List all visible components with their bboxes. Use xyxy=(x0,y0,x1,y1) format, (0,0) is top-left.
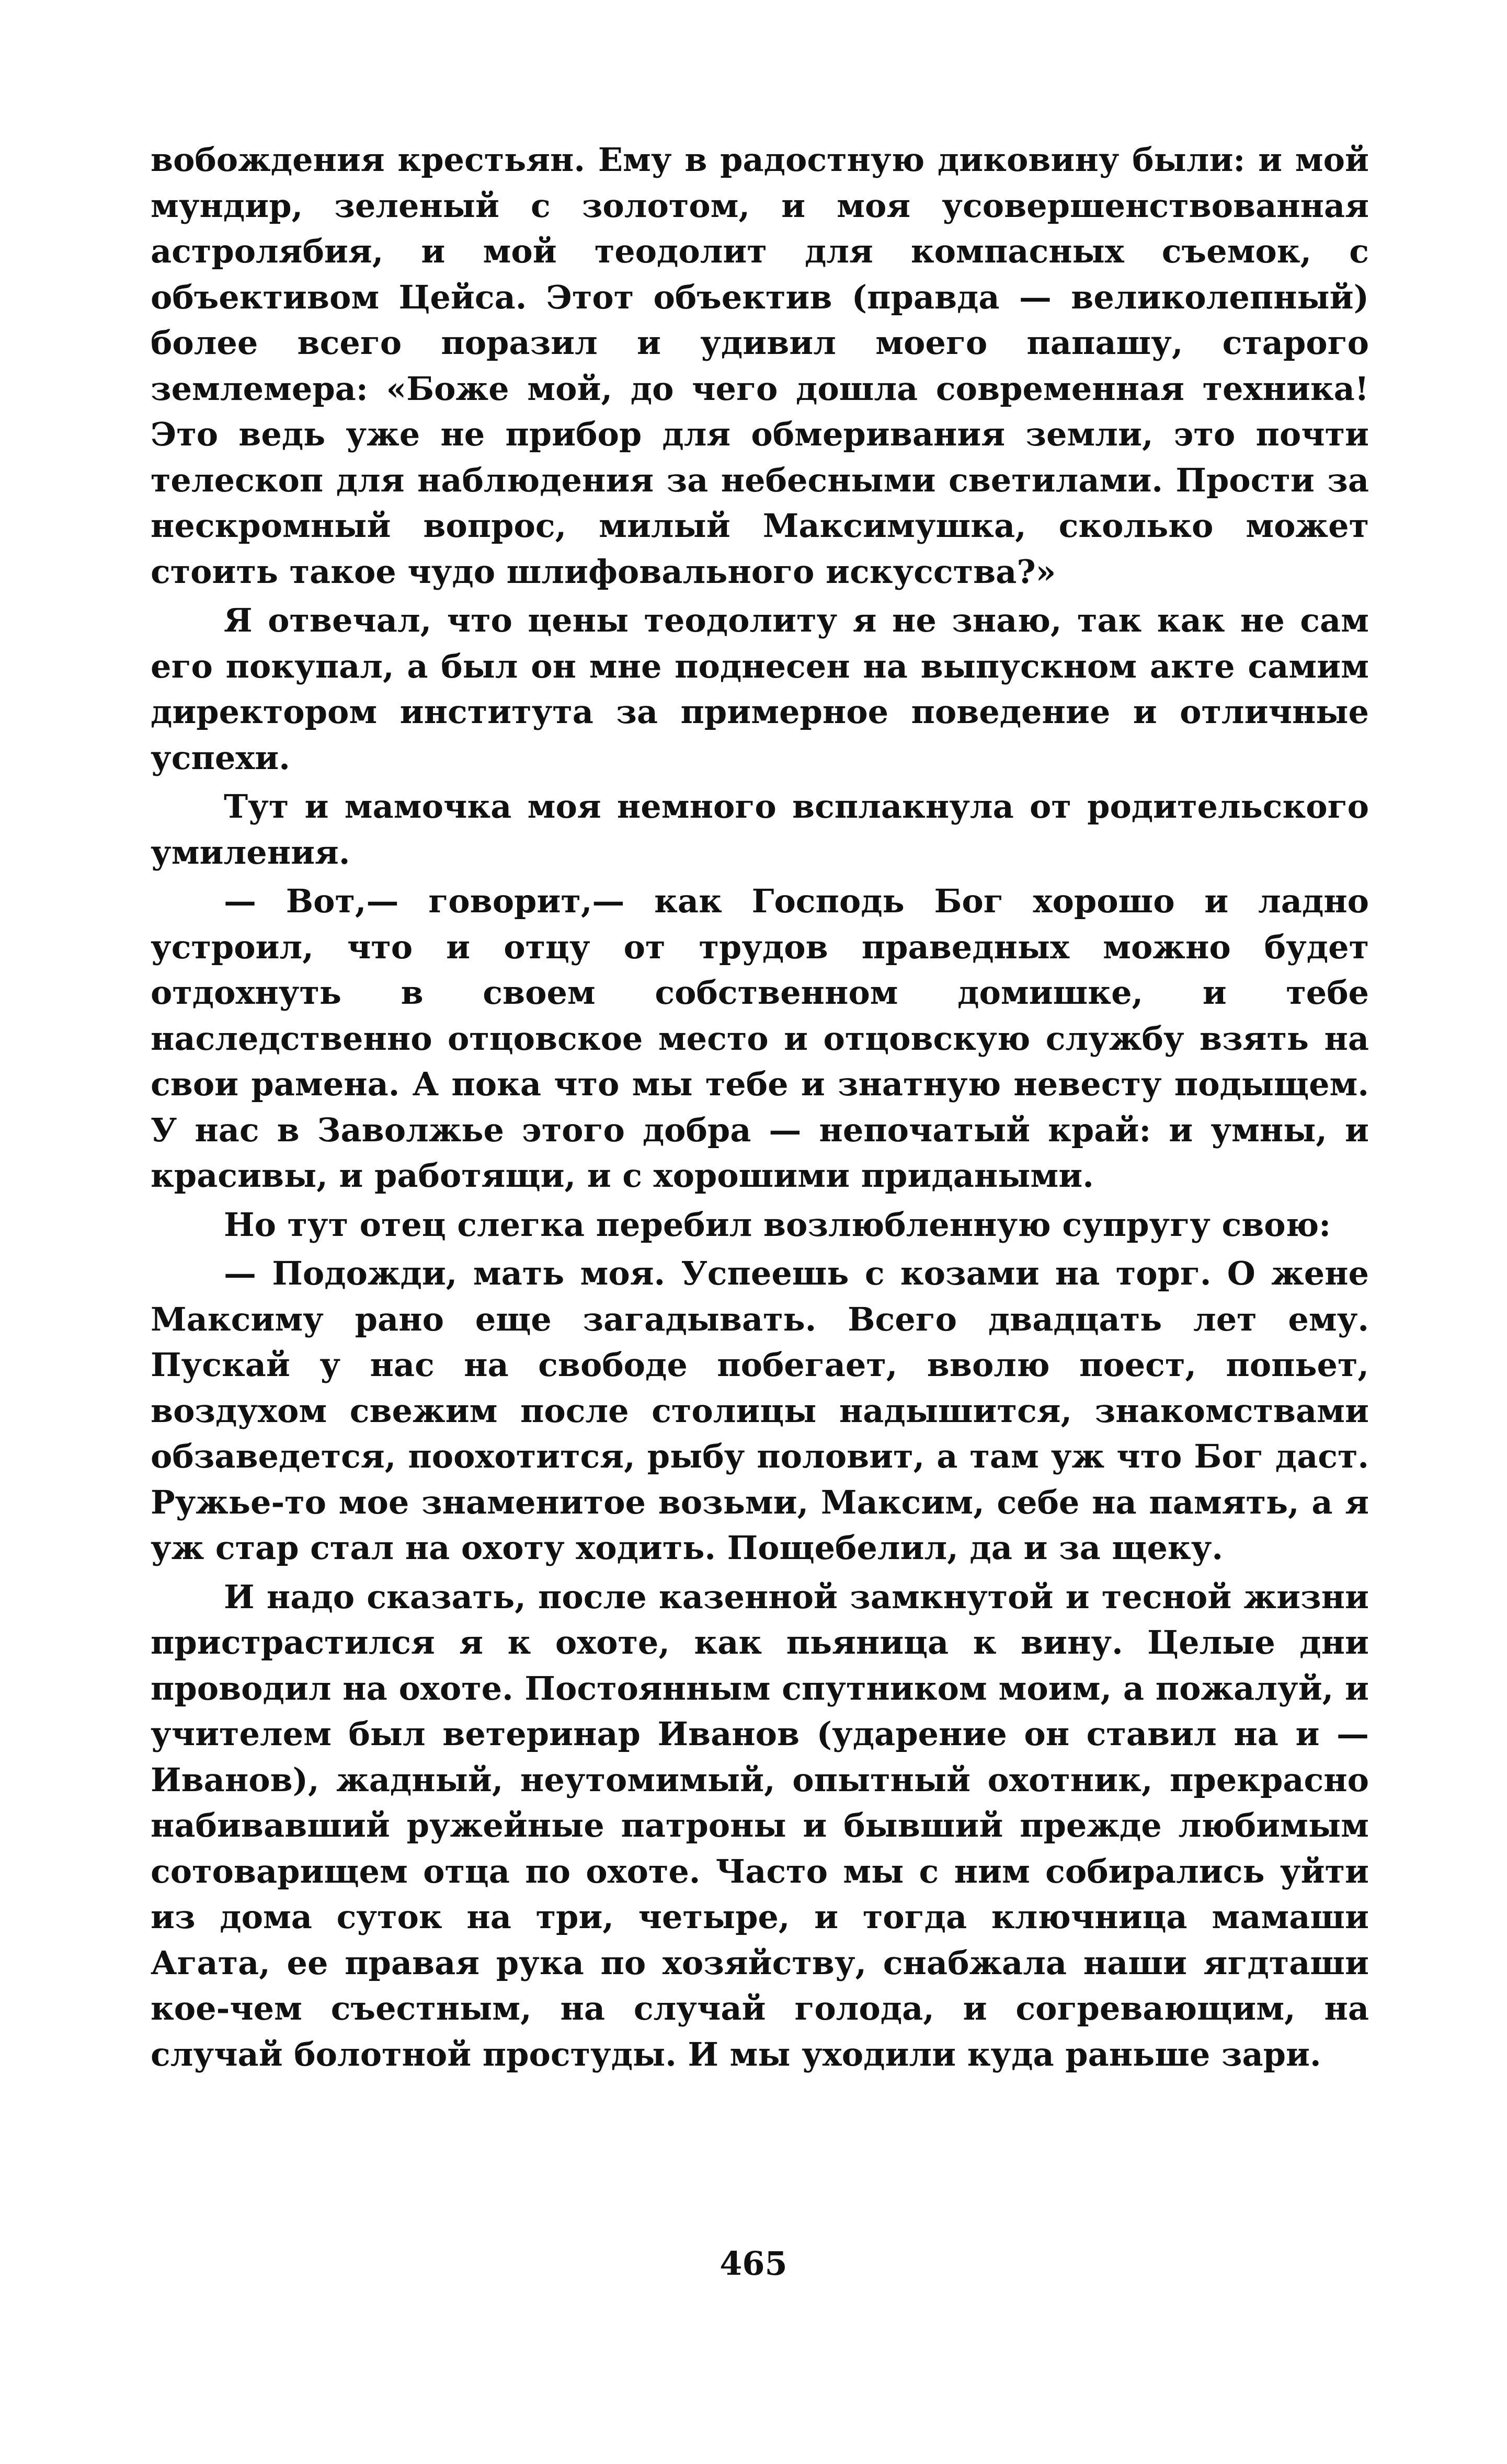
page-body xyxy=(151,137,1369,2080)
paragraph-2: Я отвечал, что цены теодолиту я не знаю, так как не сам его покупал, а был он мне поднесен на выпускном акте самим директором института за примерное поведение и отличные успехи. xyxy=(151,601,1369,777)
paragraph-6: — Подожди, мать моя. Успеешь с козами на торг. О жене Максиму рано еще загадывать. Всего двадцать лет ему. Пускай у нас на свободе побегает, вволю поест, попьет, воздухом свежим после столицы надышится, знакомствами обзаведется, поохотится, рыбу половит, а там уж что Бог даст. Ружье-то мое знаменитое возьми, Максим, себе на память, а я уж стар стал на охоту ходить. Пощебелил, да и за щеку. xyxy=(151,1254,1369,1567)
paragraph-1: вобождения крестьян. Ему в радостную диковину были: и мой мундир, зеленый с золотом, и моя усовершенствованная астролябия, и мой теодолит для компасных съемок, с объективом Цейса. Этот объектив (правда — великолепный) более всего поразил и удивил моего папашу, старого землемера: «Боже мой, до чего дошла современная техника! Это ведь уже не прибор для обмеривания земли, это почти телескоп для наблюдения за небесными светилами. Прости за нескромный вопрос, милый Максимушка, сколько может стоить такое чудо шлифовального искусства?» xyxy=(151,141,1369,591)
paragraph-7: И надо сказать, после казенной замкнутой и тесной жизни пристрастился я к охоте, как пьяница к вину. Целые дни проводил на охоте. Постоянным спутником моим, а пожалуй, и учителем был ветеринар Иванов (ударение он ставил на и — Иванов), жадный, неутомимый, опытный охотник, прекрасно набивавший ружейные патроны и бывший прежде любимым сотоварищем отца по охоте. Часто мы с ним собирались уйти из дома суток на три, четыре, и тогда ключница мамаши Агата, ее правая рука по хозяйству, снабжала наши ягдташи кое-чем съестным, на случай голода, и согревающим, на случай болотной простуды. И мы уходили куда раньше зари. xyxy=(151,1577,1369,2073)
page-number: 465 xyxy=(720,2244,787,2283)
paragraph-5: Но тут отец слегка перебил возлюбленную супругу свою: xyxy=(224,1205,1331,1244)
paragraph-4: — Вот,— говорит,— как Господь Бог хорошо и ладно устроил, что и отцу от трудов праведных можно будет отдохнуть в своем собственном домишке, и тебе наследственно отцовское место и отцовскую службу взять на свои рамена. А пока что мы тебе и знатную невесту подыщем. У нас в Заволжье этого добра — непочатый край: и умны, и красивы, и работящи, и с хорошими придаными. xyxy=(151,882,1369,1195)
paragraph-3: Тут и мамочка моя немного всплакнула от родительского умиления. xyxy=(151,787,1369,872)
